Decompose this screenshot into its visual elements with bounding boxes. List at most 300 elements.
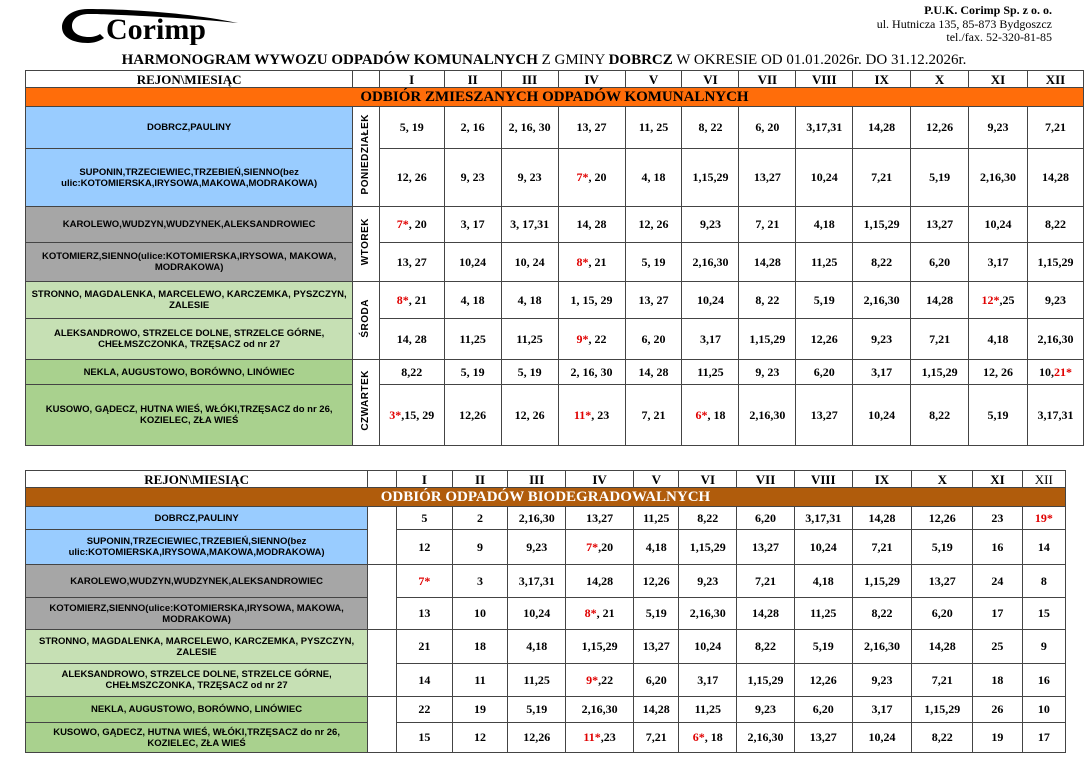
pickup-date: 13,27 bbox=[642, 639, 670, 653]
pickup-date: 12,26 bbox=[523, 730, 551, 744]
pickup-dates-cell bbox=[452, 565, 508, 598]
pickup-date: 3,17 bbox=[699, 331, 721, 346]
pickup-date: 12 bbox=[418, 539, 431, 554]
pickup-date: 21 bbox=[418, 639, 431, 653]
pickup-dates-cell bbox=[558, 360, 625, 385]
changed-date: 12* bbox=[981, 292, 1000, 307]
pickup-dates-cell bbox=[911, 207, 969, 243]
region-name: KUSOWO, GĄDECZ, HUTNA WIEŚ, WŁÓKI,TRZĘSACZ do nr 26, KOZIELEC, ZŁA WIEŚ bbox=[26, 723, 368, 753]
changed-date: 11* bbox=[573, 407, 592, 422]
pickup-date: 3,17 bbox=[871, 364, 893, 379]
weekday-text: ŚRODA bbox=[360, 298, 372, 338]
pickup-date: 13,27 bbox=[752, 539, 780, 554]
pickup-dates-cell bbox=[969, 360, 1028, 385]
pickup-date: 5,19 bbox=[812, 639, 834, 653]
pickup-dates-cell bbox=[452, 507, 508, 530]
pickup-dates-cell bbox=[501, 360, 558, 385]
pickup-date: 6,20 bbox=[645, 672, 667, 687]
pickup-dates-cell bbox=[973, 565, 1022, 598]
pickup-dates-cell bbox=[682, 319, 739, 360]
pickup-dates-cell bbox=[912, 697, 973, 723]
pickup-date: 17 bbox=[991, 606, 1004, 620]
title-part-2: ODPADÓW KOMUNALNYCH bbox=[331, 52, 538, 68]
pickup-dates-cell bbox=[634, 630, 679, 664]
pickup-dates-cell bbox=[737, 697, 795, 723]
month-header: IV bbox=[566, 471, 634, 488]
month-header: III bbox=[501, 71, 558, 88]
region-name: DOBRCZ,PAULINY bbox=[26, 507, 368, 530]
pickup-dates-cell bbox=[558, 385, 625, 446]
pickup-date: 12,26 bbox=[810, 331, 838, 346]
pickup-dates-cell bbox=[852, 630, 912, 664]
pickup-date: 9,23 bbox=[526, 539, 548, 554]
pickup-date: 14,28 bbox=[1041, 170, 1069, 184]
pickup-date: 7,21 bbox=[931, 672, 953, 687]
corimp-logo bbox=[60, 5, 240, 45]
pickup-date: 13,27 bbox=[809, 730, 837, 744]
pickup-date: 2,16,30 bbox=[980, 170, 1017, 184]
region-name: ALEKSANDROWO, STRZELCE DOLNE, STRZELCE GÓRNE, CHEŁMSZCZONKA, TRZĘSACZ od nr 27 bbox=[26, 319, 353, 360]
pickup-date: 7,21 bbox=[871, 170, 893, 184]
pickup-date: 18 bbox=[474, 639, 487, 653]
pickup-date: 14,28 bbox=[868, 510, 896, 525]
pickup-date: 11,25 bbox=[694, 702, 721, 716]
pickup-date: 5,19 bbox=[929, 170, 951, 184]
pickup-dates-cell bbox=[566, 507, 634, 530]
pickup-date: 12,26 bbox=[642, 573, 670, 588]
pickup-dates-cell bbox=[679, 598, 737, 630]
table-row bbox=[26, 697, 1066, 723]
pickup-dates-cell bbox=[508, 507, 566, 530]
pickup-date: 11,25 bbox=[697, 364, 724, 379]
pickup-date: 3,17,31 bbox=[518, 573, 555, 588]
pickup-date: 9,23 bbox=[871, 672, 893, 687]
weekday-label bbox=[353, 282, 379, 360]
pickup-dates-cell bbox=[508, 598, 566, 630]
pickup-dates-cell bbox=[796, 385, 853, 446]
pickup-dates-cell bbox=[1027, 243, 1083, 282]
pickup-dates-cell bbox=[444, 207, 501, 243]
pickup-dates-cell bbox=[853, 149, 911, 207]
pickup-date: 13,27 bbox=[586, 510, 614, 525]
pickup-date: 10,24 bbox=[459, 254, 487, 269]
pickup-date: 9,23 bbox=[987, 120, 1009, 134]
pickup-dates-cell bbox=[444, 360, 501, 385]
table-row bbox=[26, 149, 1084, 207]
company-phone: tel./fax. 52-320-81-85 bbox=[946, 30, 1052, 44]
pickup-date: 5, 19 bbox=[517, 364, 542, 379]
pickup-date: 2,16,30 bbox=[749, 407, 786, 422]
pickup-date: 5 bbox=[421, 510, 428, 525]
pickup-date: 6,20 bbox=[931, 606, 953, 620]
pickup-dates-cell bbox=[508, 565, 566, 598]
section-title: ODBIÓR ZMIESZANYCH ODPADÓW KOMUNALNYCH bbox=[26, 88, 1084, 107]
month-header: VI bbox=[679, 471, 737, 488]
pickup-dates-cell bbox=[452, 723, 508, 753]
pickup-dates-cell bbox=[625, 385, 682, 446]
pickup-date: , 21 bbox=[596, 606, 615, 620]
region-month-header: REJON\MIESIĄC bbox=[26, 71, 353, 88]
pickup-dates-cell bbox=[679, 530, 737, 565]
page-title bbox=[0, 52, 1088, 69]
pickup-dates-cell bbox=[912, 507, 973, 530]
pickup-dates-cell bbox=[679, 697, 737, 723]
pickup-date: 16 bbox=[1037, 672, 1050, 687]
pickup-date: 15 bbox=[418, 730, 431, 744]
pickup-date: 6,20 bbox=[755, 510, 777, 525]
pickup-dates-cell bbox=[501, 149, 558, 207]
pickup-date: 2,16,30 bbox=[1037, 331, 1074, 346]
pickup-date: 11,25 bbox=[523, 672, 550, 687]
pickup-dates-cell bbox=[1022, 664, 1065, 697]
pickup-date: 14 bbox=[1037, 539, 1050, 554]
table-row bbox=[26, 282, 1084, 319]
weekday-text: PONIEDZIAŁEK bbox=[360, 113, 372, 195]
changed-date: 19* bbox=[1034, 510, 1053, 525]
pickup-dates-cell bbox=[794, 723, 852, 753]
pickup-dates-cell bbox=[911, 360, 969, 385]
changed-date: 6* bbox=[695, 407, 708, 422]
pickup-date: 17 bbox=[1037, 730, 1050, 744]
pickup-date: 3,17,31 bbox=[806, 120, 843, 134]
pickup-dates-cell bbox=[558, 319, 625, 360]
pickup-dates-cell bbox=[794, 530, 852, 565]
pickup-dates-cell bbox=[911, 149, 969, 207]
pickup-date: 24 bbox=[991, 573, 1004, 588]
pickup-date: 2,16,30 bbox=[581, 702, 618, 716]
pickup-dates-cell bbox=[853, 385, 911, 446]
pickup-date: 9,23 bbox=[699, 217, 721, 231]
month-header: VIII bbox=[794, 471, 852, 488]
pickup-date: 13,27 bbox=[810, 407, 838, 422]
pickup-date: 1,15,29 bbox=[863, 217, 900, 231]
pickup-date: 10,24 bbox=[523, 606, 551, 620]
changed-date: 3* bbox=[389, 407, 402, 422]
pickup-dates-cell bbox=[501, 319, 558, 360]
pickup-date: 10,24 bbox=[984, 217, 1012, 231]
pickup-date: 4,18 bbox=[813, 217, 835, 231]
changed-date: 9* bbox=[586, 672, 599, 687]
pickup-dates-cell bbox=[796, 319, 853, 360]
pickup-dates-cell bbox=[444, 149, 501, 207]
pickup-dates-cell bbox=[558, 149, 625, 207]
pickup-date: 3,17,31 bbox=[1037, 407, 1074, 422]
pickup-date: 2,16,30 bbox=[689, 606, 726, 620]
pickup-dates-cell bbox=[737, 664, 795, 697]
pickup-date: 2 bbox=[477, 510, 484, 525]
region-name: STRONNO, MAGDALENKA, MARCELEWO, KARCZEMKA, PYSZCZYN, ZALESIE bbox=[26, 282, 353, 319]
pickup-dates-cell bbox=[852, 664, 912, 697]
pickup-date: ,15, 29 bbox=[401, 407, 435, 422]
pickup-dates-cell bbox=[682, 107, 739, 149]
table-row bbox=[26, 630, 1066, 664]
pickup-date: , 18 bbox=[704, 730, 723, 744]
pickup-date: 13,27 bbox=[926, 217, 954, 231]
region-name: SUPONIN,TRZECIEWIEC,TRZEBIEŃ,SIENNO(bez ulic:KOTOMIERSKA,IRYSOWA,MAKOWA,MODRAKOWA) bbox=[26, 149, 353, 207]
region-name: KAROLEWO,WUDZYN,WUDZYNEK,ALEKSANDROWIEC bbox=[26, 207, 353, 243]
weekday-label bbox=[353, 360, 379, 446]
weekday-empty bbox=[368, 697, 397, 753]
pickup-dates-cell bbox=[739, 385, 796, 446]
pickup-dates-cell bbox=[679, 664, 737, 697]
pickup-dates-cell bbox=[1027, 385, 1083, 446]
pickup-date: , 21 bbox=[588, 254, 607, 269]
pickup-dates-cell bbox=[566, 664, 634, 697]
pickup-dates-cell bbox=[682, 360, 739, 385]
pickup-dates-cell bbox=[625, 243, 682, 282]
region-month-header: REJON\MIESIĄC bbox=[26, 471, 368, 488]
region-name: KUSOWO, GĄDECZ, HUTNA WIEŚ, WŁÓKI,TRZĘSACZ do nr 26, KOZIELEC, ZŁA WIEŚ bbox=[26, 385, 353, 446]
section-title: ODBIÓR ODPADÓW BIODEGRADOWALNYCH bbox=[26, 488, 1066, 507]
pickup-date: 9 bbox=[1040, 639, 1047, 653]
pickup-dates-cell bbox=[634, 723, 679, 753]
pickup-dates-cell bbox=[379, 385, 444, 446]
month-header: IV bbox=[558, 71, 625, 88]
pickup-date: 14 bbox=[418, 672, 431, 687]
month-header: VII bbox=[739, 71, 796, 88]
pickup-date: 4,18 bbox=[645, 539, 667, 554]
changed-date: 7* bbox=[586, 539, 599, 554]
pickup-dates-cell bbox=[634, 507, 679, 530]
pickup-dates-cell bbox=[397, 530, 453, 565]
pickup-date: 14, 28 bbox=[576, 217, 607, 231]
pickup-date: , 23 bbox=[591, 407, 610, 422]
region-name: SUPONIN,TRZECIEWIEC,TRZEBIEŃ,SIENNO(bez ulic:KOTOMIERSKA,IRYSOWA,MAKOWA,MODRAKOWA) bbox=[26, 530, 368, 565]
pickup-dates-cell bbox=[796, 207, 853, 243]
pickup-dates-cell bbox=[1022, 598, 1065, 630]
pickup-date: 8,22 bbox=[871, 254, 893, 269]
pickup-date: 3,17 bbox=[697, 672, 719, 687]
header-row bbox=[26, 471, 1066, 488]
pickup-dates-cell bbox=[679, 507, 737, 530]
pickup-date: 10, bbox=[1038, 364, 1054, 379]
pickup-date: 14, 28 bbox=[638, 364, 669, 379]
pickup-dates-cell bbox=[397, 565, 453, 598]
pickup-dates-cell bbox=[566, 697, 634, 723]
pickup-dates-cell bbox=[682, 282, 739, 319]
month-header: VIII bbox=[796, 71, 853, 88]
mixed-waste-schedule-table bbox=[25, 70, 1084, 446]
pickup-dates-cell bbox=[911, 107, 969, 149]
pickup-date: 23 bbox=[991, 510, 1004, 525]
pickup-date: 7,21 bbox=[871, 539, 893, 554]
pickup-date: 8,22 bbox=[931, 730, 953, 744]
pickup-dates-cell bbox=[969, 319, 1028, 360]
pickup-date: 8,22 bbox=[697, 510, 719, 525]
pickup-dates-cell bbox=[852, 723, 912, 753]
weekday-empty bbox=[368, 630, 397, 697]
pickup-dates-cell bbox=[794, 507, 852, 530]
pickup-date: 22 bbox=[418, 702, 431, 716]
region-name: NEKLA, AUGUSTOWO, BORÓWNO, LINÓWIEC bbox=[26, 360, 353, 385]
pickup-date: 1,15,29 bbox=[747, 672, 784, 687]
pickup-dates-cell bbox=[379, 282, 444, 319]
pickup-date: 12,26 bbox=[926, 120, 954, 134]
pickup-date: 1,15,29 bbox=[749, 331, 786, 346]
pickup-date: 2,16,30 bbox=[863, 639, 900, 653]
pickup-date: 16 bbox=[991, 539, 1004, 554]
pickup-date: 14,28 bbox=[926, 292, 954, 307]
day-header-empty bbox=[353, 71, 379, 88]
pickup-date: 10 bbox=[1037, 702, 1050, 716]
pickup-dates-cell bbox=[1027, 360, 1083, 385]
pickup-date: 5,19 bbox=[931, 539, 953, 554]
pickup-date: ,23 bbox=[600, 730, 616, 744]
pickup-dates-cell bbox=[852, 530, 912, 565]
pickup-dates-cell bbox=[969, 385, 1028, 446]
pickup-dates-cell bbox=[853, 319, 911, 360]
pickup-dates-cell bbox=[1027, 319, 1083, 360]
pickup-date: 11, 25 bbox=[638, 120, 669, 134]
pickup-dates-cell bbox=[508, 697, 566, 723]
pickup-date: 14,28 bbox=[868, 120, 896, 134]
pickup-date: 5,19 bbox=[526, 702, 548, 716]
pickup-dates-cell bbox=[566, 598, 634, 630]
pickup-date: 10,24 bbox=[809, 539, 837, 554]
pickup-dates-cell bbox=[508, 723, 566, 753]
pickup-date: 8,22 bbox=[871, 606, 893, 620]
pickup-dates-cell bbox=[852, 507, 912, 530]
region-name: KOTOMIERZ,SIENNO(ulice:KOTOMIERSKA,IRYSOWA, MAKOWA, MODRAKOWA) bbox=[26, 243, 353, 282]
pickup-dates-cell bbox=[912, 530, 973, 565]
pickup-date: 5, 19 bbox=[641, 254, 666, 269]
pickup-dates-cell bbox=[508, 664, 566, 697]
company-name: P.U.K. Corimp Sp. z o. o. bbox=[924, 3, 1052, 17]
weekday-text: CZWARTEK bbox=[360, 369, 372, 431]
pickup-date: 9,23 bbox=[697, 573, 719, 588]
pickup-date: 11,25 bbox=[643, 510, 670, 525]
pickup-dates-cell bbox=[853, 243, 911, 282]
changed-date: 8* bbox=[584, 606, 597, 620]
pickup-date: 6, 20 bbox=[641, 331, 666, 346]
biodegradable-waste-schedule-table bbox=[25, 470, 1066, 753]
pickup-dates-cell bbox=[682, 149, 739, 207]
title-part-5: W OKRESIE OD 01.01.2026r. DO 31.12.2026r. bbox=[672, 52, 967, 68]
region-name: NEKLA, AUGUSTOWO, BORÓWNO, LINÓWIEC bbox=[26, 697, 368, 723]
table-row bbox=[26, 723, 1066, 753]
pickup-date: 13, 27 bbox=[638, 292, 669, 307]
pickup-date: 8,22 bbox=[755, 639, 777, 653]
pickup-date: 12, 26 bbox=[983, 364, 1014, 379]
region-name: STRONNO, MAGDALENKA, MARCELEWO, KARCZEMKA, PYSZCZYN, ZALESIE bbox=[26, 630, 368, 664]
weekday-label bbox=[353, 107, 379, 207]
pickup-dates-cell bbox=[1022, 507, 1065, 530]
pickup-date: 6,20 bbox=[813, 364, 835, 379]
pickup-dates-cell bbox=[566, 530, 634, 565]
pickup-date: 9 bbox=[477, 539, 484, 554]
pickup-dates-cell bbox=[452, 664, 508, 697]
pickup-date: 8,22 bbox=[401, 364, 423, 379]
pickup-dates-cell bbox=[852, 565, 912, 598]
pickup-dates-cell bbox=[973, 723, 1022, 753]
pickup-dates-cell bbox=[679, 630, 737, 664]
changed-date: 21* bbox=[1053, 364, 1072, 379]
pickup-date: , 20 bbox=[408, 217, 427, 231]
pickup-dates-cell bbox=[508, 630, 566, 664]
table-row bbox=[26, 664, 1066, 697]
pickup-date: 5, 19 bbox=[460, 364, 485, 379]
month-header: X bbox=[912, 471, 973, 488]
pickup-date: 18 bbox=[991, 672, 1004, 687]
pickup-date: 7,21 bbox=[645, 730, 667, 744]
pickup-date: 9, 23 bbox=[460, 170, 485, 184]
pickup-dates-cell bbox=[853, 107, 911, 149]
month-header: XI bbox=[969, 71, 1028, 88]
title-part-3: Z GMINY bbox=[537, 52, 609, 68]
month-header: II bbox=[444, 71, 501, 88]
pickup-date: 12, 26 bbox=[396, 170, 427, 184]
pickup-dates-cell bbox=[794, 565, 852, 598]
section-row bbox=[26, 88, 1084, 107]
pickup-dates-cell bbox=[794, 630, 852, 664]
table-row bbox=[26, 507, 1066, 530]
pickup-dates-cell bbox=[1027, 149, 1083, 207]
pickup-dates-cell bbox=[397, 598, 453, 630]
pickup-date: 3,17,31 bbox=[805, 510, 842, 525]
pickup-dates-cell bbox=[973, 697, 1022, 723]
pickup-dates-cell bbox=[397, 664, 453, 697]
pickup-date: 1,15,29 bbox=[924, 702, 961, 716]
table-row bbox=[26, 107, 1084, 149]
pickup-dates-cell bbox=[444, 282, 501, 319]
month-header: I bbox=[379, 71, 444, 88]
month-header: IX bbox=[852, 471, 912, 488]
pickup-dates-cell bbox=[682, 207, 739, 243]
pickup-dates-cell bbox=[969, 149, 1028, 207]
pickup-dates-cell bbox=[911, 243, 969, 282]
pickup-date: 4,18 bbox=[526, 639, 548, 653]
pickup-date: 3,17 bbox=[987, 254, 1009, 269]
pickup-dates-cell bbox=[634, 697, 679, 723]
pickup-date: 9,23 bbox=[1044, 292, 1066, 307]
changed-date: 7* bbox=[418, 573, 431, 588]
pickup-dates-cell bbox=[625, 319, 682, 360]
month-header: XII bbox=[1022, 471, 1065, 488]
pickup-dates-cell bbox=[682, 243, 739, 282]
pickup-dates-cell bbox=[625, 149, 682, 207]
pickup-date: 12, 26 bbox=[514, 407, 545, 422]
pickup-dates-cell bbox=[969, 243, 1028, 282]
pickup-dates-cell bbox=[739, 149, 796, 207]
company-info bbox=[877, 4, 1052, 45]
month-header: II bbox=[452, 471, 508, 488]
pickup-date: 9,23 bbox=[871, 331, 893, 346]
pickup-date: 13,27 bbox=[753, 170, 781, 184]
pickup-date: 26 bbox=[991, 702, 1004, 716]
pickup-date: 2,16,30 bbox=[747, 730, 784, 744]
pickup-date: , 20 bbox=[588, 170, 607, 184]
pickup-dates-cell bbox=[625, 107, 682, 149]
pickup-date: 11 bbox=[474, 672, 486, 687]
pickup-dates-cell bbox=[739, 360, 796, 385]
table-row bbox=[26, 243, 1084, 282]
pickup-dates-cell bbox=[379, 149, 444, 207]
pickup-date: , 18 bbox=[707, 407, 726, 422]
pickup-dates-cell bbox=[1022, 723, 1065, 753]
changed-date: 7* bbox=[396, 217, 409, 231]
pickup-dates-cell bbox=[558, 107, 625, 149]
pickup-dates-cell bbox=[1022, 565, 1065, 598]
pickup-dates-cell bbox=[558, 243, 625, 282]
pickup-dates-cell bbox=[397, 507, 453, 530]
pickup-dates-cell bbox=[501, 207, 558, 243]
pickup-dates-cell bbox=[739, 207, 796, 243]
pickup-date: 5, 19 bbox=[399, 120, 424, 134]
pickup-dates-cell bbox=[794, 598, 852, 630]
pickup-date: 10 bbox=[474, 606, 487, 620]
pickup-date: 13,27 bbox=[928, 573, 956, 588]
pickup-date: 19 bbox=[991, 730, 1004, 744]
